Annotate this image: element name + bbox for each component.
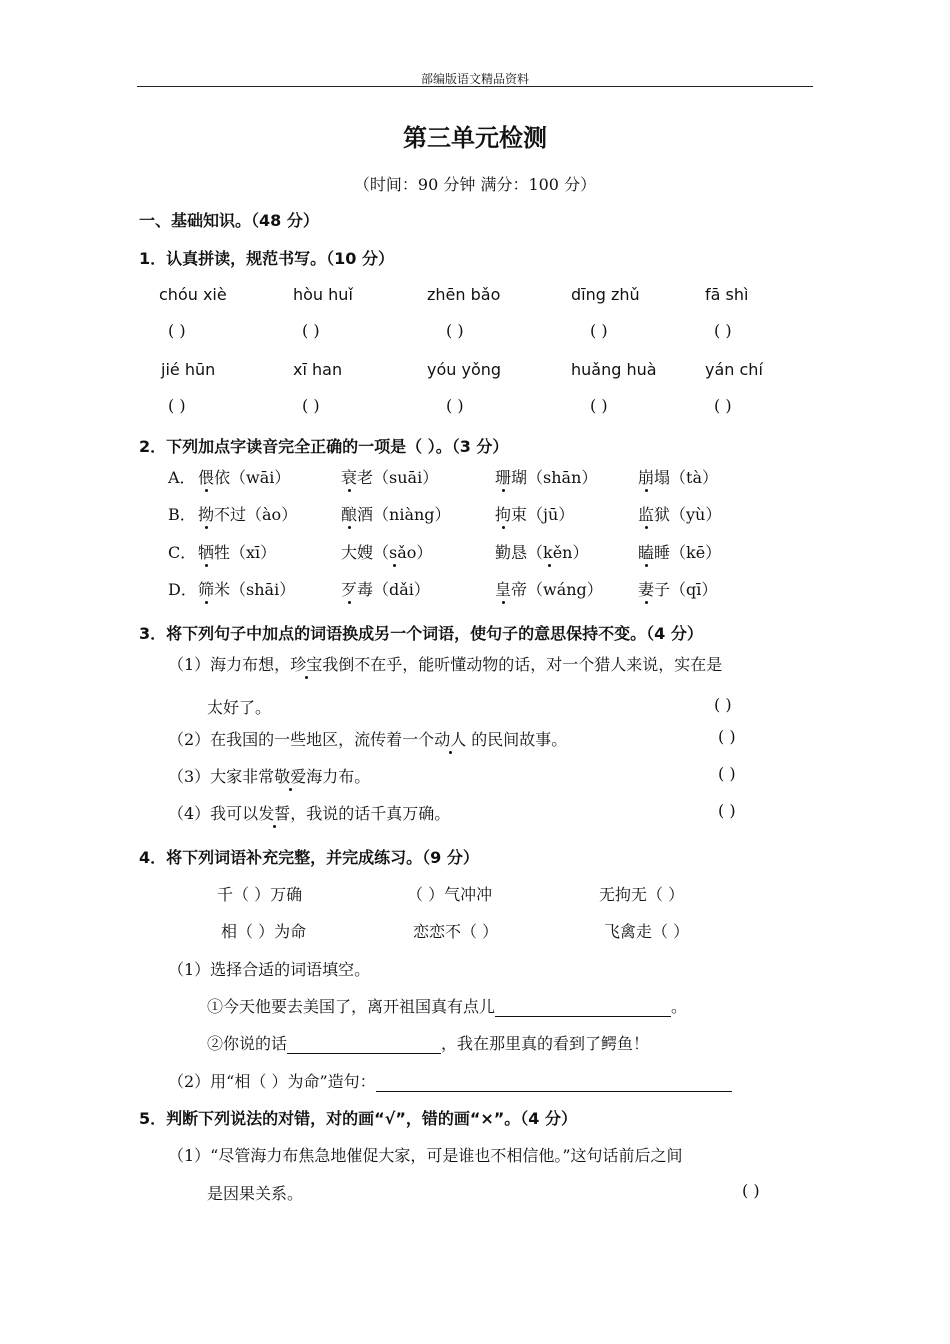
answer-blank[interactable]: ( ) <box>742 1181 760 1200</box>
answer-blank[interactable]: ( ) <box>590 396 608 415</box>
answer-blank[interactable]: ( ) <box>718 727 736 746</box>
fill-sentence-1: ①今天他要去美国了，离开祖国真有点儿 。 <box>207 997 688 1016</box>
question-4-heading: 4．将下列词语补充完整，并完成练习。（9 分） <box>139 848 479 867</box>
sentence-write-line[interactable] <box>376 1073 732 1092</box>
pinyin-5: fā shì <box>705 285 749 304</box>
idiom-3: 无拘无（ ） <box>599 885 685 904</box>
question-2-heading: 2．下列加点字读音完全正确的一项是（ ）。（3 分） <box>139 437 509 456</box>
page-header: 部编版语文精品资料 <box>420 72 529 86</box>
option-b-word-1: 拗不过（ào） <box>198 505 298 524</box>
option-d-word-3: 皇帝（wáng） <box>495 580 603 599</box>
option-b-word-3: 拘束（jū） <box>495 505 575 524</box>
answer-blank[interactable]: ( ) <box>718 764 736 783</box>
answer-blank[interactable]: ( ) <box>302 396 320 415</box>
pinyin-10: yán chí <box>705 360 763 379</box>
option-c-word-2: 大嫂（sǎo） <box>341 543 433 562</box>
question-5-heading: 5．判断下列说法的对错，对的画“√”，错的画“×”。（4 分） <box>139 1109 577 1128</box>
page-title: 第三单元检测 <box>403 124 547 152</box>
option-a-word-1: 偎依（wāi） <box>198 468 291 487</box>
answer-blank[interactable]: ( ) <box>302 321 320 340</box>
idiom-6: 飞禽走（ ） <box>604 922 690 941</box>
section-heading: 一、基础知识。（48 分） <box>139 211 319 230</box>
answer-blank[interactable]: ( ) <box>714 695 732 714</box>
pinyin-7: xī han <box>293 360 343 379</box>
pinyin-9: huǎng huà <box>571 360 657 379</box>
question-3-heading: 3．将下列句子中加点的词语换成另一个词语，使句子的意思保持不变。（4 分） <box>139 624 703 643</box>
pinyin-6: jié hūn <box>161 360 216 379</box>
option-d-word-4: 妻子（qī） <box>638 580 718 599</box>
answer-blank[interactable]: ( ) <box>446 396 464 415</box>
answer-blank[interactable]: ( ) <box>718 801 736 820</box>
option-b-word-2: 酿酒（niàng） <box>341 505 451 524</box>
option-a-word-3: 珊瑚（shān） <box>495 468 598 487</box>
option-b-word-4: 监狱（yù） <box>638 505 722 524</box>
option-c-word-4: 瞌睡（kē） <box>638 543 722 562</box>
option-c-word-3: 勤恳（kěn） <box>495 543 589 562</box>
option-c-label: C． <box>168 543 197 562</box>
pinyin-3: zhēn bǎo <box>427 285 501 304</box>
idiom-2: （ ）气冲冲 <box>407 885 493 904</box>
fill-sentence-2: ②你说的话 ，我在那里真的看到了鳄鱼！ <box>207 1034 650 1053</box>
option-a-label: A． <box>168 468 196 487</box>
answer-blank[interactable]: ( ) <box>446 321 464 340</box>
sentence-2: （2）在我国的一些地区，流传着一个动人 的民间故事。 <box>168 730 568 749</box>
fill-blank-line[interactable] <box>495 998 671 1017</box>
option-a-word-2: 衰老（suāi） <box>341 468 439 487</box>
sentence-4: （4）我可以发誓，我说的话千真万确。 <box>168 804 451 823</box>
option-c-word-1: 牺牲（xī） <box>198 543 277 562</box>
answer-blank[interactable]: ( ) <box>168 396 186 415</box>
option-a-word-4: 崩塌（tà） <box>638 468 718 487</box>
sentence-1-continued: 太好了。 <box>207 698 272 717</box>
answer-blank[interactable]: ( ) <box>714 396 732 415</box>
pinyin-1: chóu xiè <box>159 285 227 304</box>
pinyin-8: yóu yǒng <box>427 360 502 379</box>
answer-blank[interactable]: ( ) <box>590 321 608 340</box>
option-d-label: D． <box>168 580 197 599</box>
option-b-label: B． <box>168 505 196 524</box>
statement-1-continued: 是因果关系。 <box>207 1184 304 1203</box>
answer-blank[interactable]: ( ) <box>168 321 186 340</box>
sub-question-1: （1）选择合适的词语填空。 <box>168 960 371 979</box>
idiom-1: 千（ ）万确 <box>217 885 303 904</box>
idiom-5: 恋恋不（ ） <box>413 922 499 941</box>
fill-blank-line[interactable] <box>287 1035 441 1054</box>
question-1-heading: 1．认真拼读，规范书写。（10 分） <box>139 249 394 268</box>
exam-info: （时间：90 分钟 满分：100 分） <box>353 175 597 194</box>
option-d-word-2: 歹毒（dǎi） <box>341 580 430 599</box>
pinyin-2: hòu huǐ <box>293 285 353 304</box>
sub-question-2: （2）用“相（ ）为命”造句： <box>168 1069 732 1092</box>
pinyin-4: dīng zhǔ <box>571 285 640 304</box>
option-d-word-1: 筛米（shāi） <box>198 580 296 599</box>
statement-1: （1）“尽管海力布焦急地催促大家，可是谁也不相信他。”这句话前后之间 <box>168 1146 683 1165</box>
sentence-1: （1）海力布想，珍宝我倒不在乎，能听懂动物的话，对一个猎人来说，实在是 <box>168 655 723 674</box>
idiom-4: 相（ ）为命 <box>221 922 307 941</box>
sentence-3: （3）大家非常敬爱海力布。 <box>168 767 371 786</box>
answer-blank[interactable]: ( ) <box>714 321 732 340</box>
